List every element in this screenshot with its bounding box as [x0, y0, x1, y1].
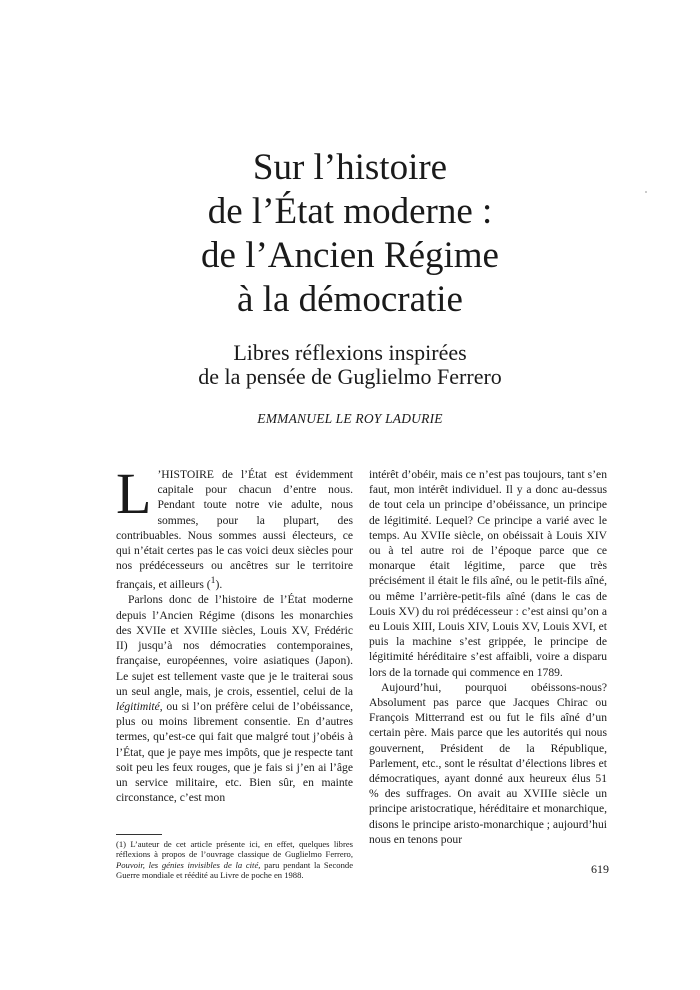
drop-cap: L — [116, 461, 152, 526]
paragraph: Aujourd’hui, pourquoi obéissons-nous? Absolument pas parce que Jacques Chirac ou François Mitterrand est ou fut le fils aîné d’un certain père. Mais parce que les autorités qui nous gouvernent, Président de la République, Parlement, etc., sont le résultat d’élections libres et démocratiques, ayant donné aux heureux élus 51 % des suffrages. On avait au XVIIIe siècle un principe aristocratique, héréditaire et monarchique, disons le principe aristo-monarchique ; aujourd’hui nous en tenons pour — [369, 680, 607, 846]
paragraph: intérêt d’obéir, mais ce n’est pas toujours, tant s’en faut, mon intérêt individuel. Il y a donc au-dessus de tout cela un principe d’obéissance, un principe de légitimité. Lequel? Ce principe a varié avec le temps. Au XVIIe siècle, on obéissait à Louis XIV ou à tel autre roi de l’époque parce que ce monarque était légitime, parce que très précisément il était le fils aîné, ou le petit-fils aîné, ou même l’arrière-petit-fils aîné (dans le cas de Louis XV) du roi prédécesseur : c’est ainsi qu’on a eu Louis XIII, Louis XIV, Louis XV, Louis XVI, et puis la machine s’est grippée, le principe de légitimité héréditaire s’est affaibli, voire a disparu lors de la tornade qui commence en 1789. — [369, 468, 607, 679]
author-name: EMMANUEL LE ROY LADURIE — [257, 411, 443, 426]
paragraph-text: de l’État est évidemment capitale pour chacun d’entre nous. Pendant toute notre vie adulte, nous sommes, pour la plupart, des contribuables. Nous sommes aussi électeurs, ce qui n’était certes pas le cas voici deux siècles pour nos prédécesseurs ou ancêtres sur le territoire français, et ailleurs ( — [116, 468, 353, 592]
paragraph-text: , ou si l’on préfère celui de l’obéissance, plus ou moins librement consentie. En d’autres termes, qu’est-ce qui fait que malgré tout j’obéis à l’État, que je paye mes impôts, que je respecte tant soit peu les feux rouges, que je fais si j’en ai l’âge un service militaire, etc. Bien sûr, en mainte circonstance, c’est mon — [116, 699, 353, 805]
footnote-text: , paru pendant la Seconde Guerre mondiale et réédité au Livre de poche en 1988. — [116, 859, 354, 881]
page-number: 619 — [591, 862, 609, 876]
title-line: Sur l’histoire — [252, 147, 448, 188]
body-column-right — [369, 467, 607, 847]
small-caps-word: ’HISTOIRE — [157, 468, 214, 481]
scan-speck — [645, 191, 647, 193]
footnote-divider — [116, 834, 162, 835]
title-line: de l’Ancien Régime — [201, 235, 499, 276]
emphasis: légitimité — [116, 699, 160, 713]
footnote — [116, 839, 353, 881]
body-column-left — [116, 461, 353, 805]
footnote-text: L’auteur de cet article présente ici, en effet, quelques libres réflexions à propos de l’ouvrage classique de Guglielmo Ferrero, — [116, 839, 353, 860]
article-title — [0, 146, 700, 322]
paragraph-text: ). — [215, 578, 223, 592]
footnote-reference[interactable]: 1 — [210, 575, 216, 587]
footnote-marker: (1) — [116, 839, 127, 849]
paragraph — [116, 592, 353, 805]
title-line: de l’État moderne : — [207, 191, 493, 232]
footnote-book-title: Pouvoir, les génies invisibles de la cité — [116, 859, 259, 870]
subtitle-line: Libres réflexions inspirées — [233, 340, 467, 365]
article-subtitle — [0, 341, 700, 389]
paragraph-text: Parlons donc de l’histoire de l’État moderne depuis l’Ancien Régime (disons les monarchies des XVIIe et XVIIIe siècles, Louis XV, Frédéric II) jusqu’à nos démocraties contemporaines, française, européennes, voire asiatiques (Japon). Le sujet est tellement vaste que je le traiterai sous un seul angle, mais, je crois, essentiel, celui de la — [116, 593, 353, 698]
paragraph — [116, 461, 353, 592]
subtitle-line: de la pensée de Guglielmo Ferrero — [198, 364, 502, 389]
title-line: à la démocratie — [237, 279, 463, 320]
